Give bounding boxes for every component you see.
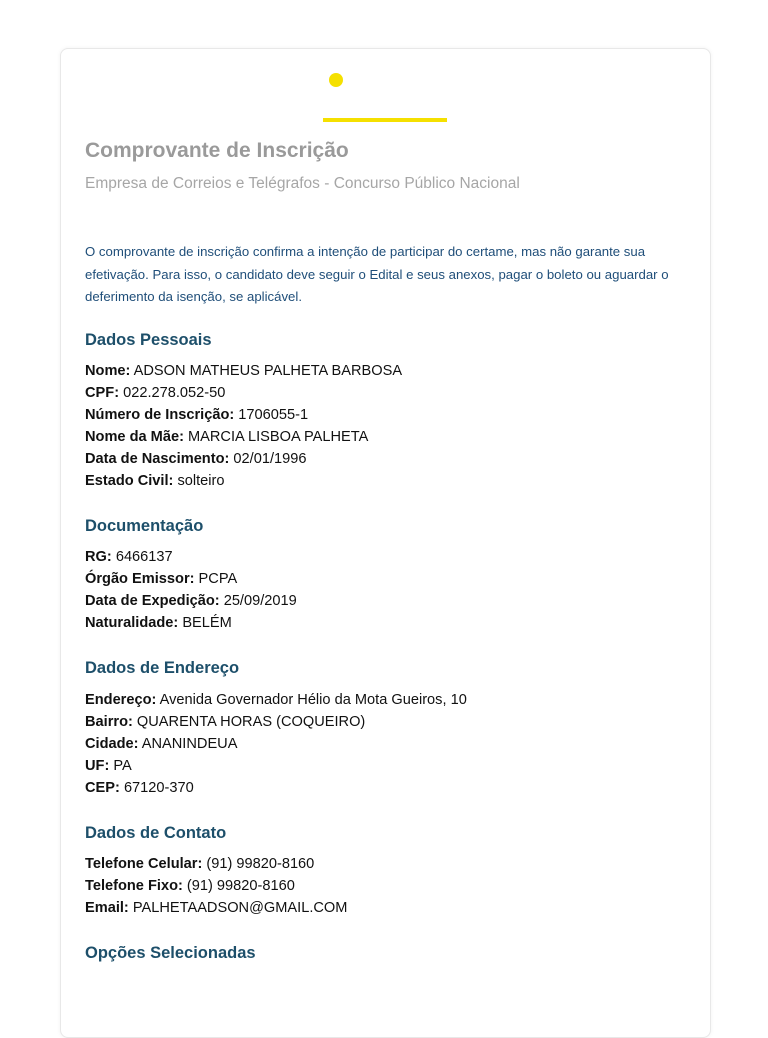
field-value: BELÉM — [182, 615, 232, 631]
field-value: PALHETAADSON@GMAIL.COM — [132, 900, 348, 916]
field-value: 25/09/2019 — [223, 593, 297, 609]
documentacao-fields — [85, 546, 685, 634]
field-label: Naturalidade: — [85, 615, 179, 631]
field-naturalidade — [85, 612, 685, 634]
field-value: 6466137 — [115, 549, 173, 565]
section-heading-dados-pessoais: Dados Pessoais — [85, 331, 212, 349]
logo-underline — [323, 118, 447, 122]
field-label: Cidade: — [85, 736, 139, 752]
receipt-notice: O comprovante de inscrição confirma a intenção de participar do certame, mas não garante sua efetivação. Para isso, o candidato deve seguir o Edital e seus anexos, pagar o boleto ou aguardar o deferimento da isenção, se aplicável. — [85, 244, 669, 304]
field-value: 022.278.052-50 — [123, 385, 226, 401]
field-label: CPF: — [85, 385, 120, 401]
field-value: QUARENTA HORAS (COQUEIRO) — [136, 714, 366, 730]
field-value: 1706055-1 — [238, 407, 309, 423]
field-value: ANANINDEUA — [141, 736, 238, 752]
field-nome — [85, 360, 685, 382]
correios-logo — [323, 69, 447, 125]
field-value: (91) 99820-8160 — [206, 856, 315, 872]
field-label: Data de Nascimento: — [85, 451, 230, 467]
page-subtitle: Empresa de Correios e Telégrafos - Concurso Público Nacional — [85, 175, 520, 192]
field-numero-inscricao — [85, 404, 685, 426]
section-heading-opcoes: Opções Selecionadas — [85, 944, 256, 962]
field-label: Bairro: — [85, 714, 133, 730]
field-value: solteiro — [177, 473, 225, 489]
receipt-card — [60, 48, 711, 1038]
field-label: Número de Inscrição: — [85, 407, 235, 423]
field-telefone-celular — [85, 853, 685, 875]
field-bairro — [85, 711, 685, 733]
field-value: PA — [113, 758, 132, 774]
contato-fields — [85, 853, 685, 919]
field-orgao-emissor — [85, 568, 685, 590]
field-label: CEP: — [85, 780, 120, 796]
field-data-nascimento — [85, 448, 685, 470]
field-rg — [85, 546, 685, 568]
field-value: PCPA — [198, 571, 238, 587]
field-value: (91) 99820-8160 — [186, 878, 295, 894]
field-cidade — [85, 733, 685, 755]
dados-pessoais-fields — [85, 360, 685, 492]
field-telefone-fixo — [85, 875, 685, 897]
page-title: Comprovante de Inscrição — [85, 139, 349, 162]
field-label: Estado Civil: — [85, 473, 174, 489]
field-label: Nome: — [85, 363, 131, 379]
field-value: ADSON MATHEUS PALHETA BARBOSA — [133, 363, 403, 379]
field-estado-civil — [85, 470, 685, 492]
field-nome-mae — [85, 426, 685, 448]
section-heading-endereco: Dados de Endereço — [85, 659, 240, 677]
field-cpf — [85, 382, 685, 404]
field-label: UF: — [85, 758, 110, 774]
field-label: Endereço: — [85, 692, 157, 708]
field-email — [85, 897, 685, 919]
field-label: RG: — [85, 549, 112, 565]
field-label: Órgão Emissor: — [85, 571, 195, 587]
endereco-fields — [85, 689, 685, 799]
field-data-expedicao — [85, 590, 685, 612]
field-endereco — [85, 689, 685, 711]
section-heading-contato: Dados de Contato — [85, 824, 227, 842]
section-heading-documentacao: Documentação — [85, 517, 204, 535]
field-label: Email: — [85, 900, 129, 916]
field-label: Telefone Fixo: — [85, 878, 183, 894]
field-label: Telefone Celular: — [85, 856, 203, 872]
field-label: Nome da Mãe: — [85, 429, 184, 445]
field-cep — [85, 777, 685, 799]
logo-dot-icon — [329, 73, 343, 87]
field-uf — [85, 755, 685, 777]
field-value: Avenida Governador Hélio da Mota Gueiros, 10 — [159, 692, 467, 708]
field-label: Data de Expedição: — [85, 593, 220, 609]
field-value: MARCIA LISBOA PALHETA — [188, 429, 369, 445]
field-value: 02/01/1996 — [233, 451, 307, 467]
field-value: 67120-370 — [123, 780, 194, 796]
